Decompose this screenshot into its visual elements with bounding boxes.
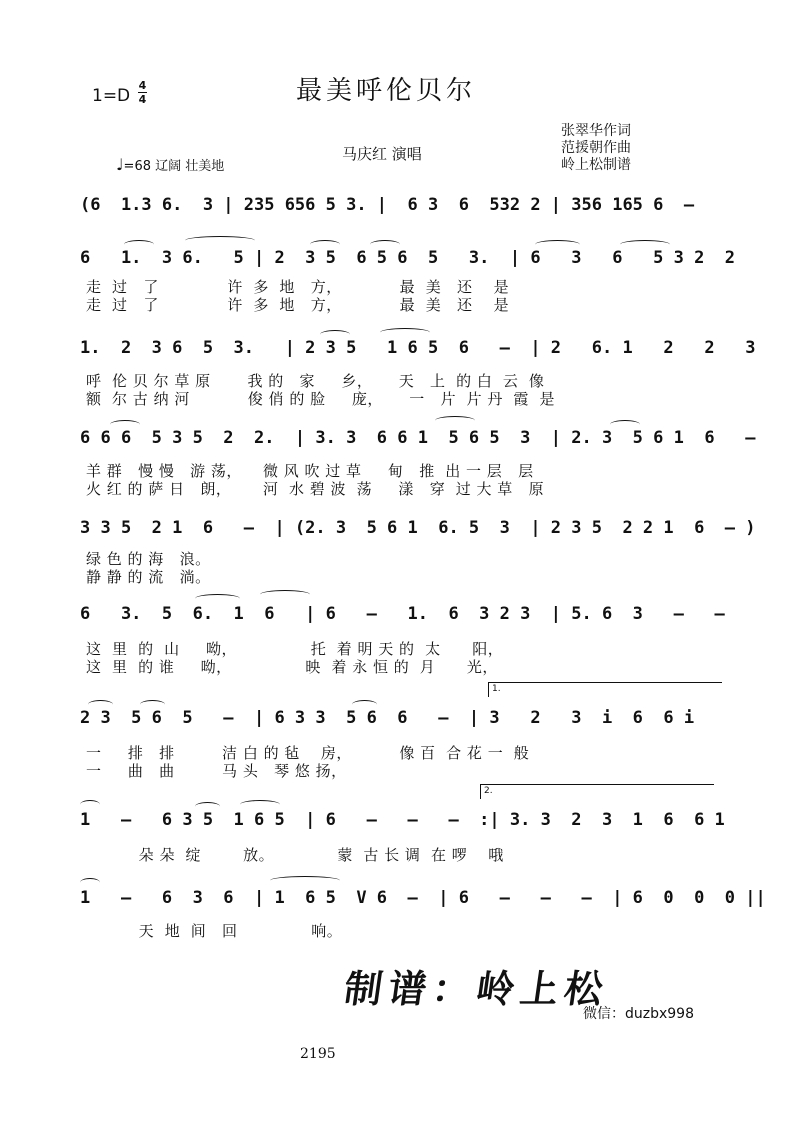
tempo-marking — [116, 155, 224, 174]
lyric-verse-1: 天 地 间 回 响。 — [86, 922, 343, 940]
volta-second-ending: 2. — [480, 784, 714, 799]
notation-line: (6 1.3 6. 3 | 235 656 5 3. | 6 3 6 532 2 | 356 165 6 – — [80, 195, 695, 215]
song-title: 最美呼伦贝尔 — [296, 76, 477, 106]
notation-line: 6 6 6 5 3 5 2 2. | 3. 3 6 6 1 5 6 5 3 | 2. 3 5 6 1 6 – — [80, 428, 756, 448]
lyricist-credit: 张翠华作词 — [561, 123, 631, 139]
lyric-verse-2: 走 过 了 许 多 地 方， 最 美 还 是 — [86, 296, 510, 314]
engraver-credit: 岭上松制谱 — [561, 157, 631, 173]
score-row-6 — [80, 604, 725, 676]
wechat-contact: 微信：duzbx998 — [583, 1006, 695, 1022]
lyric-verse-2: 额 尔 古 纳 河 俊 俏 的 脸 庞， 一 片 片 丹 霞 是 — [86, 390, 555, 408]
volta-first-ending: 1. — [488, 682, 722, 697]
lyric-verse-2: 一 曲 曲 马 头 琴 悠 扬， — [86, 762, 347, 780]
score-row-3 — [80, 338, 756, 408]
notation-line: 6 3. 5 6. 1 6 | 6 – 1. 6 3 2 3 | 5. 6 3 – – — [80, 604, 725, 624]
score-row-7 — [80, 684, 720, 780]
lyric-verse-1: 绿 色 的 海 浪。 — [86, 550, 211, 568]
score-row-4 — [80, 428, 756, 498]
lyric-verse-1: 呼 伦 贝 尔 草 原 我 的 家 乡， 天 上 的 白 云 像 — [86, 372, 545, 390]
notation-line: 2 3 5 6 5 – | 6 3 3 5 6 6 – | 3 2 3 i 6 6 i — [80, 708, 695, 728]
lyric-verse-2: 静 静 的 流 淌。 — [86, 568, 211, 586]
time-signature-bottom: 4 — [138, 93, 147, 106]
score-row-8 — [80, 786, 725, 870]
time-signature-top: 4 — [138, 79, 147, 92]
lyric-verse-1: 走 过 了 许 多 地 方， 最 美 还 是 — [86, 278, 510, 296]
key-signature: 1=D — [92, 86, 131, 106]
lyric-verse-2: 这 里 的 谁 呦， 映 着 永 恒 的 月 光， — [86, 658, 498, 676]
notation-line: 1 – 6 3 5 1 6 5 | 6 – – – :| 3. 3 2 3 1 6 6 1 — [80, 810, 725, 830]
notation-line: 1 – 6 3 6 | 1 6 5 V 6 – | 6 – – – | 6 0 0 0 || — [80, 888, 766, 908]
score-row-9 — [80, 888, 766, 948]
page-number: 2195 — [300, 1046, 336, 1062]
performer: 马庆红 演唱 — [342, 145, 422, 163]
lyric-verse-1: 一 排 排 洁 白 的 毡 房， 像 百 合 花 一 般 — [86, 744, 530, 762]
lyric-verse-2: 火 红 的 萨 日 朗， 河 水 碧 波 荡 漾 穿 过 大 草 原 — [86, 480, 545, 498]
notation-line: 6 1. 3 6. 5 | 2 3 5 6 5 6 5 3. | 6 3 6 5 3 2 2 — [80, 248, 736, 268]
lyric-verse-1: 朵 朵 绽 放。 蒙 古 长 调 在 啰 哦 — [86, 846, 504, 864]
time-signature — [138, 80, 147, 105]
notation-line: 1. 2 3 6 5 3. | 2 3 5 1 6 5 6 – | 2 6. 1 2 2 3 — [80, 338, 756, 358]
lyric-verse-1: 羊 群 慢 慢 游 荡， 微 风 吹 过 草 甸 推 出 一 层 层 — [86, 462, 534, 480]
score-row-5 — [80, 518, 756, 588]
notation-line: 3 3 5 2 1 6 – | (2. 3 5 6 1 6. 5 3 | 2 3 5 2 2 1 6 – ) — [80, 518, 756, 538]
score-row-2 — [80, 248, 736, 318]
score-row-1 — [80, 195, 720, 235]
quarter-note-icon: ♩ — [116, 155, 124, 174]
arranger-signature: 制谱：岭上松 — [341, 967, 612, 1011]
composer-credit: 范援朝作曲 — [561, 140, 631, 156]
tempo-text: =68 辽阔 壮美地 — [123, 159, 225, 174]
lyric-verse-1: 这 里 的 山 呦， 托 着 明 天 的 太 阳， — [86, 640, 504, 658]
